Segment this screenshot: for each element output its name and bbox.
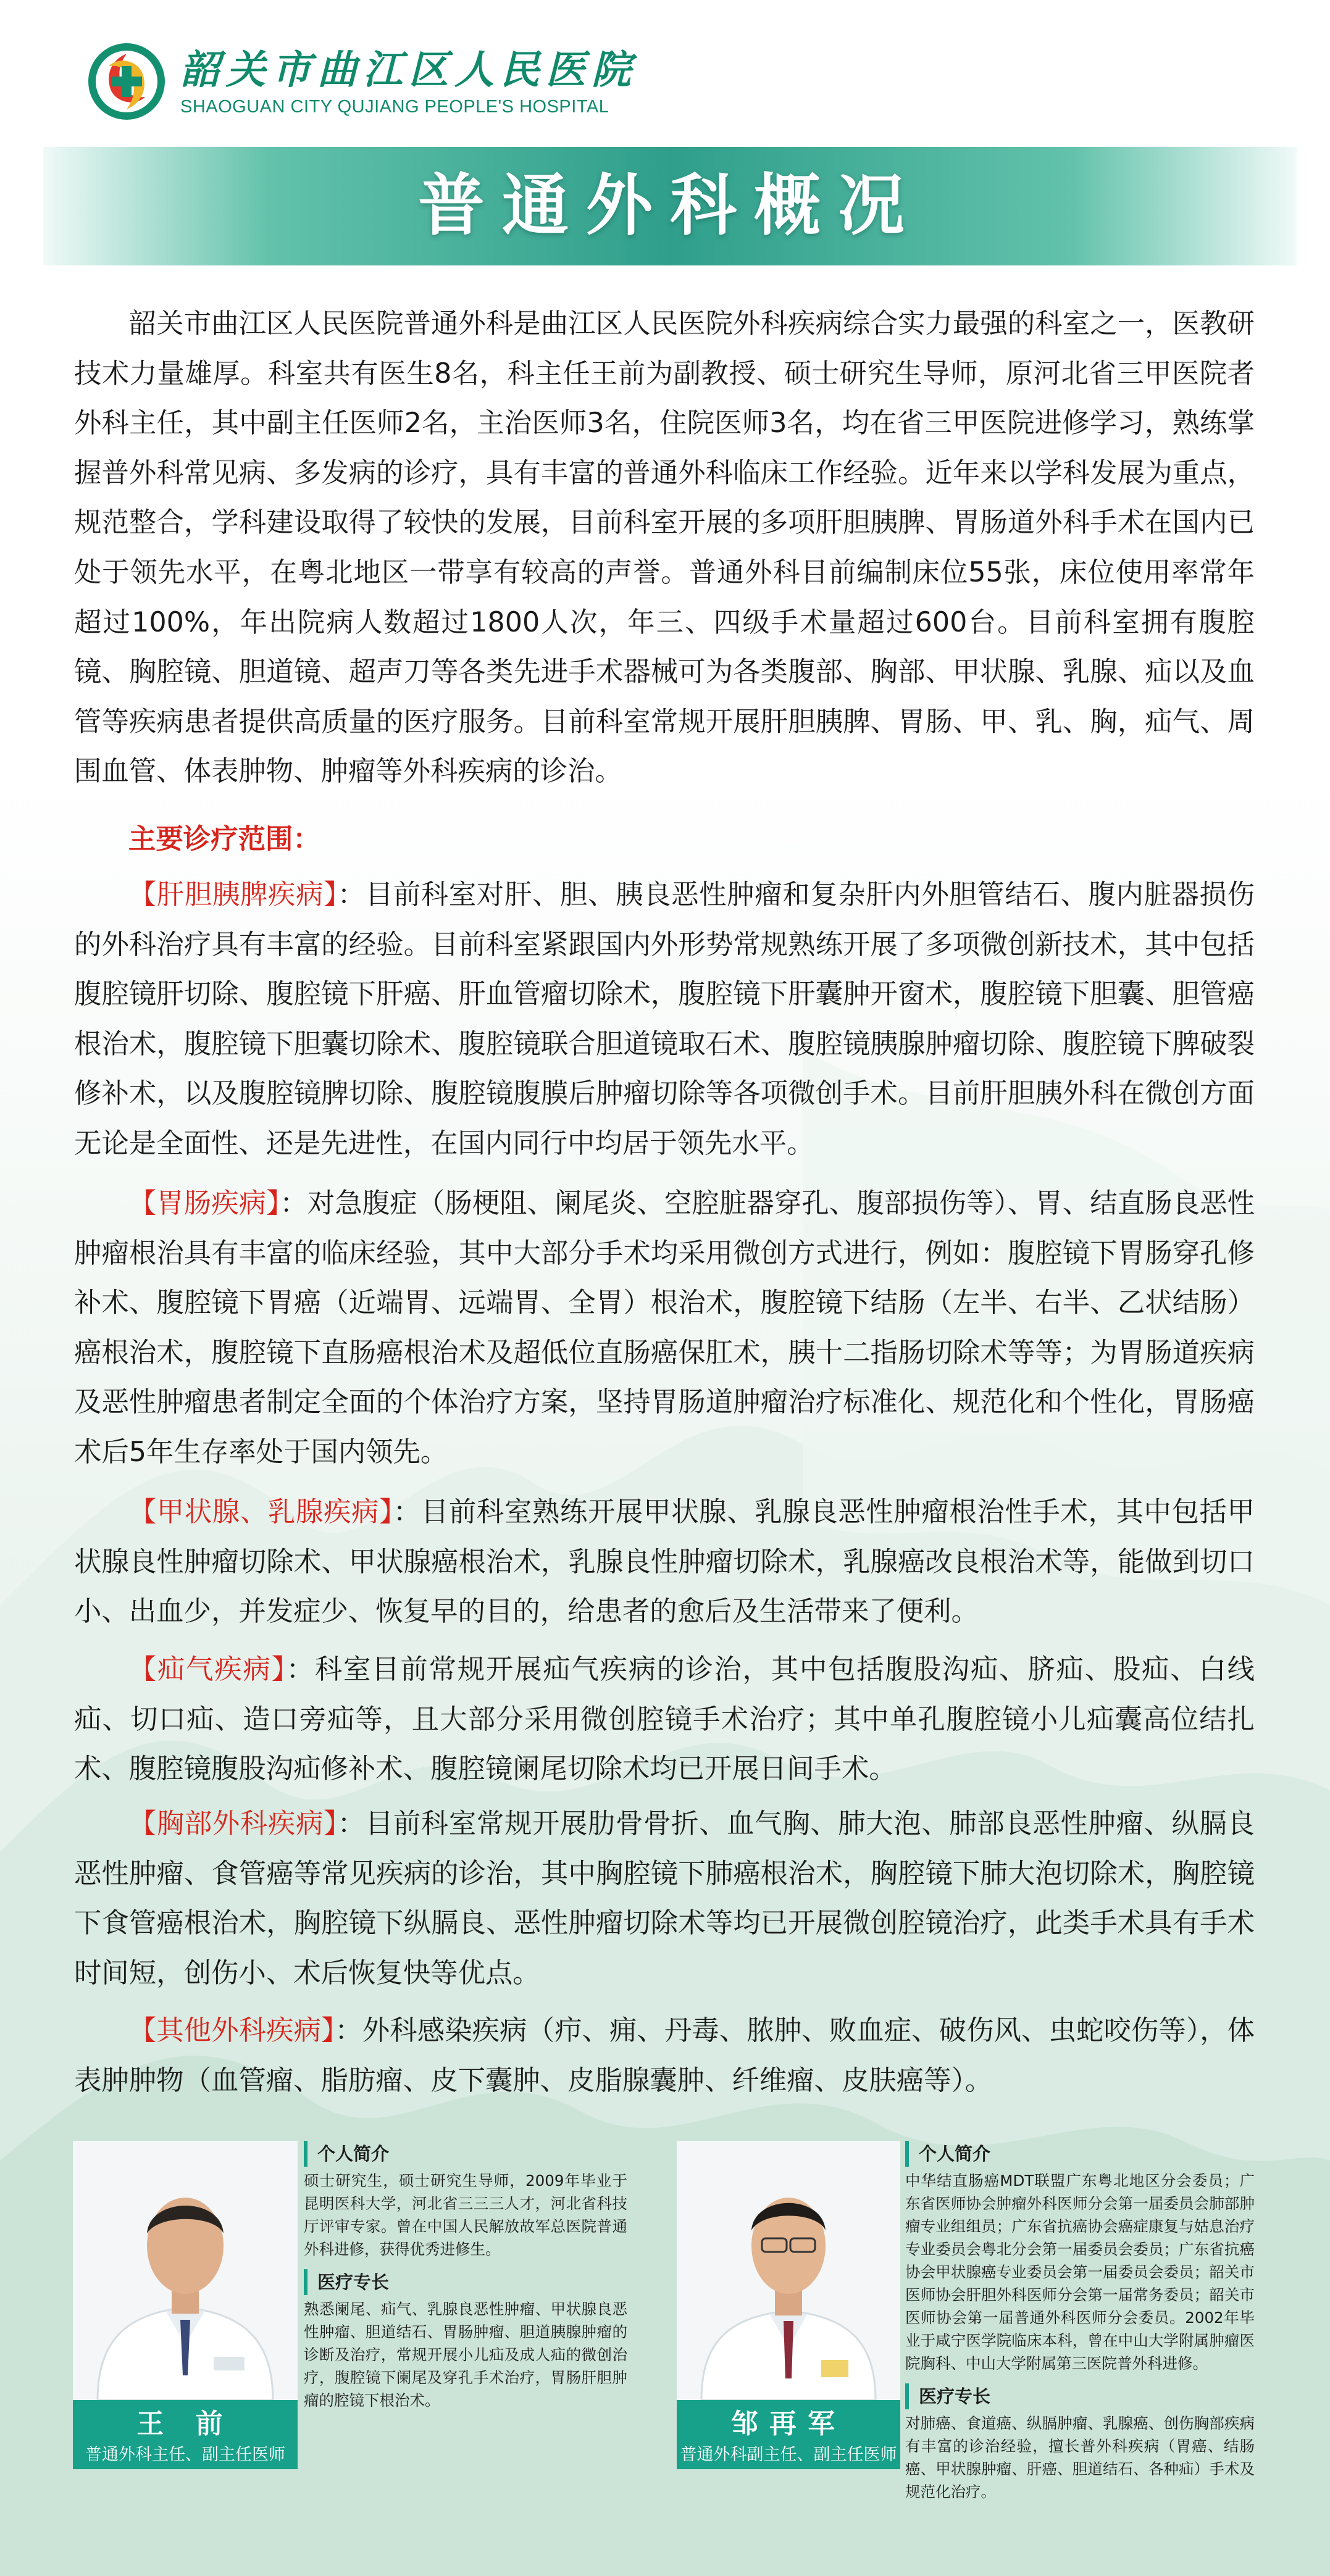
specialty-heading: 医疗专长 [304,2269,627,2295]
profile-text: 中华结直肠癌MDT联盟广东粤北地区分会委员；广东省医师协会肿瘤外科医师分会第一届委员会肺部肿瘤专业组组员；广东省抗癌协会癌症康复与姑息治疗专业委员会粤北分会第一届委员会委员；广东省抗癌协会甲状腺癌专业委员会第一届委员会委员；韶关市医师协会肝胆外科医师分会第一届常务委员；韶关市医师协会第一届普通外科医师分会委员。2002年毕业于咸宁医学院临床本科，曾在中山大学附属肿瘤医院胸科、中山大学附属第三医院普外科进修。 [905,2172,1255,2372]
section-thyroid-breast [74,1488,1255,1637]
specialty-text: 对肺癌、食道癌、纵膈肿瘤、乳腺癌、创伤胸部疾病有丰富的诊治经验，擅长普外科疾病（胃癌、结肠癌、甲状腺肿瘤、肝癌、胆道结石、各种疝）手术及规范化治疗。 [905,2414,1255,2501]
section-hernia [74,1645,1255,1794]
doctor-role: 普通外科主任、副主任医师 [85,2445,285,2464]
section-heading: 【胃肠疾病】 [128,1188,280,1219]
profile-heading: 个人简介 [905,2141,1255,2167]
hospital-name-en: SHAOGUAN CITY QUJIANG PEOPLE'S HOSPITAL [180,96,609,117]
section-body: ：科室目前常规开展疝气疾病的诊治，其中包括腹股沟疝、脐疝、股疝、白线疝、切口疝、造口旁疝等，且大部分采用微创腔镜手术治疗；其中单孔腹腔镜小儿疝囊高位结扎术、腹腔镜腹股沟疝修补术、腹腔镜阑尾切除术均已开展日间手术。 [74,1654,1255,1785]
section-other [74,2006,1255,2106]
section-heading: 【胸部外科疾病】 [128,1808,338,1840]
section-body: ：目前科室熟练开展甲状腺、乳腺良恶性肿瘤根治性手术，其中包括甲状腺良性肿瘤切除术、甲状腺癌根治术，乳腺良性肿瘤切除术，乳腺癌改良根治术等，能做到切口小、出血少，并发症少、恢复早的目的，给患者的愈后及生活带来了便利。 [74,1496,1255,1628]
hospital-names [180,46,637,117]
doctor-info [905,2141,1255,2512]
doctor-caption [73,2400,298,2469]
page-title: 普通外科概况 [417,167,922,244]
doctor-role: 普通外科副主任、副主任医师 [680,2445,897,2464]
doctor-portrait-icon [677,2141,900,2400]
section-thoracic [74,1799,1255,1998]
title-banner [43,147,1297,265]
doctor-name: 邹再军 [731,2408,846,2440]
section-body: ：对急腹症（肠梗阻、阑尾炎、空腔脏器穿孔、腹部损伤等）、胃、结直肠良恶性肿瘤根治具有丰富的临床经验，其中大部分手术均采用微创方式进行，例如：腹腔镜下胃肠穿孔修补术、腹腔镜下胃癌（近端胃、远端胃、全胃）根治术，腹腔镜下结肠（左半、右半、乙状结肠）癌根治术，腹腔镜下直肠癌根治术及超低位直肠癌保肛术，胰十二指肠切除术等等；为胃肠道疾病及恶性肿瘤患者制定全面的个体治疗方案，坚持胃肠道肿瘤治疗标准化、规范化和个性化，胃肠癌术后5年生存率处于国内领先。 [74,1188,1255,1468]
section-body: ：目前科室常规开展肋骨骨折、血气胸、肺大泡、肺部良恶性肿瘤、纵膈良恶性肿瘤、食管癌等常见疾病的诊治，其中胸腔镜下肺癌根治术，胸腔镜下肺大泡切除术，胸腔镜下食管癌根治术，胸腔镜下纵膈良、恶性肿瘤切除术等均已开展微创腔镜治疗，此类手术具有手术时间短，创伤小、术后恢复快等优点。 [74,1808,1255,1989]
section-gastrointestinal [74,1179,1255,1478]
hospital-name-cn: 韶关市曲江区人民医院 [180,46,637,93]
doctor-photo [73,2141,298,2400]
section-hepatobiliary [74,870,1255,1169]
section-heading: 【甲状腺、乳腺疾病】 [128,1496,393,1528]
specialty-text: 熟悉阑尾、疝气、乳腺良恶性肿瘤、甲状腺良恶性肿瘤、胆道结石、胃肠肿瘤、胆道胰腺肿瘤的诊断及治疗，常规开展小儿疝及成人疝的微创治疗，腹腔镜下阑尾及穿孔手术治疗，胃肠肝胆肿瘤的腔镜下根治术。 [304,2300,627,2409]
section-heading: 【肝胆胰脾疾病】 [128,879,338,911]
section-heading: 【疝气疾病】 [128,1654,286,1685]
doctor-info [304,2141,627,2420]
doctor-caption [677,2400,900,2469]
section-body: ：目前科室对肝、胆、胰良恶性肿瘤和复杂肝内外胆管结石、腹内脏器损伤的外科治疗具有丰富的经验。目前科室紧跟国内外形势常规熟练开展了多项微创新技术，其中包括腹腔镜肝切除、腹腔镜下肝癌、肝血管瘤切除术，腹腔镜下肝囊肿开窗术，腹腔镜下胆囊、胆管癌根治术，腹腔镜下胆囊切除术、腹腔镜联合胆道镜取石术、腹腔镜胰腺肿瘤切除、腹腔镜下脾破裂修补术，以及腹腔镜脾切除、腹腔镜腹膜后肿瘤切除等各项微创手术。目前肝胆胰外科在微创方面无论是全面性、还是先进性，在国内同行中均居于领先水平。 [74,879,1255,1159]
hospital-logo-icon [86,41,167,122]
intro-paragraph: 韶关市曲江区人民医院普通外科是曲江区人民医院外科疾病综合实力最强的科室之一，医教研技术力量雄厚。科室共有医生8名，科主任王前为副教授、硕士研究生导师，原河北省三甲医院者外科主任，其中副主任医师2名，主治医师3名，住院医师3名，均在省三甲医院进修学习，熟练掌握普外科常见病、多发病的诊疗，具有丰富的普通外科临床工作经验。近年来以学科发展为重点，规范整合，学科建设取得了较快的发展，目前科室开展的多项肝胆胰脾、胃肠道外科手术在国内已处于领先水平，在粤北地区一带享有较高的声誉。普通外科目前编制床位55张，床位使用率常年超过100%，年出院病人数超过1800人次，年三、四级手术量超过600台。目前科室拥有腹腔镜、胸腔镜、胆道镜、超声刀等各类先进手术器械可为各类腹部、胸部、甲状腺、乳腺、疝以及血管等疾病患者提供高质量的医疗服务。目前科室常规开展肝胆胰脾、胃肠、甲、乳、胸，疝气、周围血管、体表肿物、肿瘤等外科疾病的诊治。 [74,308,1255,788]
specialty-heading: 医疗专长 [905,2383,1255,2409]
doctor-portrait-icon [73,2141,298,2400]
scope-title: 主要诊疗范围： [128,823,320,855]
hospital-header [86,38,637,125]
profile-text: 硕士研究生，硕士研究生导师，2009年毕业于昆明医科大学，河北省三三三人才，河北省科技厅评审专家。曾在中国人民解放故军总医院普通外科进修，获得优秀进修生。 [304,2172,627,2258]
profile-heading: 个人简介 [304,2141,627,2167]
section-heading: 【其他外科疾病】 [128,2015,335,2046]
section-body: ：外科感染疾病（疖、痈、丹毒、脓肿、败血症、破伤风、虫蛇咬伤等），体表肿肿物（血管瘤、脂肪瘤、皮下囊肿、皮脂腺囊肿、纤维瘤、皮肤癌等）。 [74,2015,1255,2096]
doctor-name: 王 前 [136,2408,234,2440]
doctor-photo [677,2141,900,2400]
